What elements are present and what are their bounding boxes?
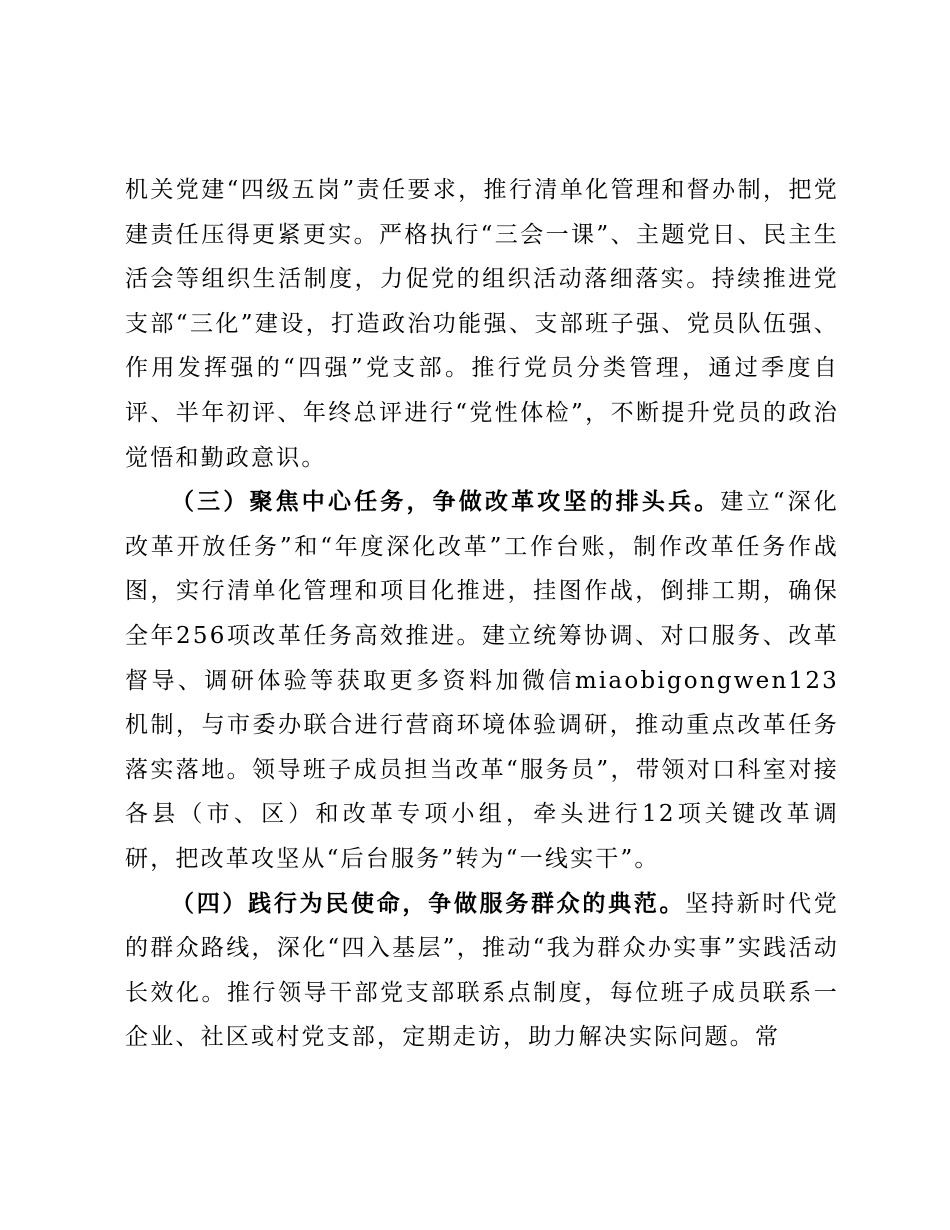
paragraph-continued: [125, 168, 839, 480]
paragraph-text: 机关党建“四级五岗”责任要求，推行清单化管理和督办制，把党建责任压得更紧更实。严格执行“三会一课”、主题党日、民主生活会等组织生活制度，力促党的组织活动落细落实。持续推进党支部“三化”建设，打造政治功能强、支部班子强、党员队伍强、作用发挥强的“四强”党支部。推行党员分类管理，通过季度自评、半年初评、年终总评进行“党性体检”，不断提升党员的政治觉悟和勤政意识。: [125, 177, 839, 471]
paragraph-text: 建立“深化改革开放任务”和“年度深化改革”工作台账，制作改革任务作战图，实行清单化管理和项目化推进，挂图作战，倒排工期，确保全年256项改革任务高效推进。建立统筹协调、对口服务、改革督导、调研体验等获取更多资料加微信miaobigongwen123机制，与市委办联合进行营商环境体验调研，推动重点改革任务落实落地。领导班子成员担当改革“服务员”，带领对口科室对接各县（市、区）和改革专项小组，牵头进行12项关键改革调研，把改革攻坚从“后台服务”转为“一线实干”。: [125, 489, 839, 872]
paragraph-section-three: [125, 480, 839, 881]
section-heading: （四）践行为民使命，争做服务群众的典范。: [171, 889, 686, 917]
section-heading: （三）聚焦中心任务，争做改革攻坚的排头兵。: [171, 488, 721, 516]
document-body: [125, 168, 839, 1060]
paragraph-section-four: [125, 882, 839, 1060]
paragraph-text: 坚持新时代党的群众路线，深化“四入基层”，推动“我为群众办实事”实践活动长效化。推行领导干部党支部联系点制度，每位班子成员联系一企业、社区或村党支部，定期走访，助力解决实际问题。常: [125, 890, 840, 1051]
